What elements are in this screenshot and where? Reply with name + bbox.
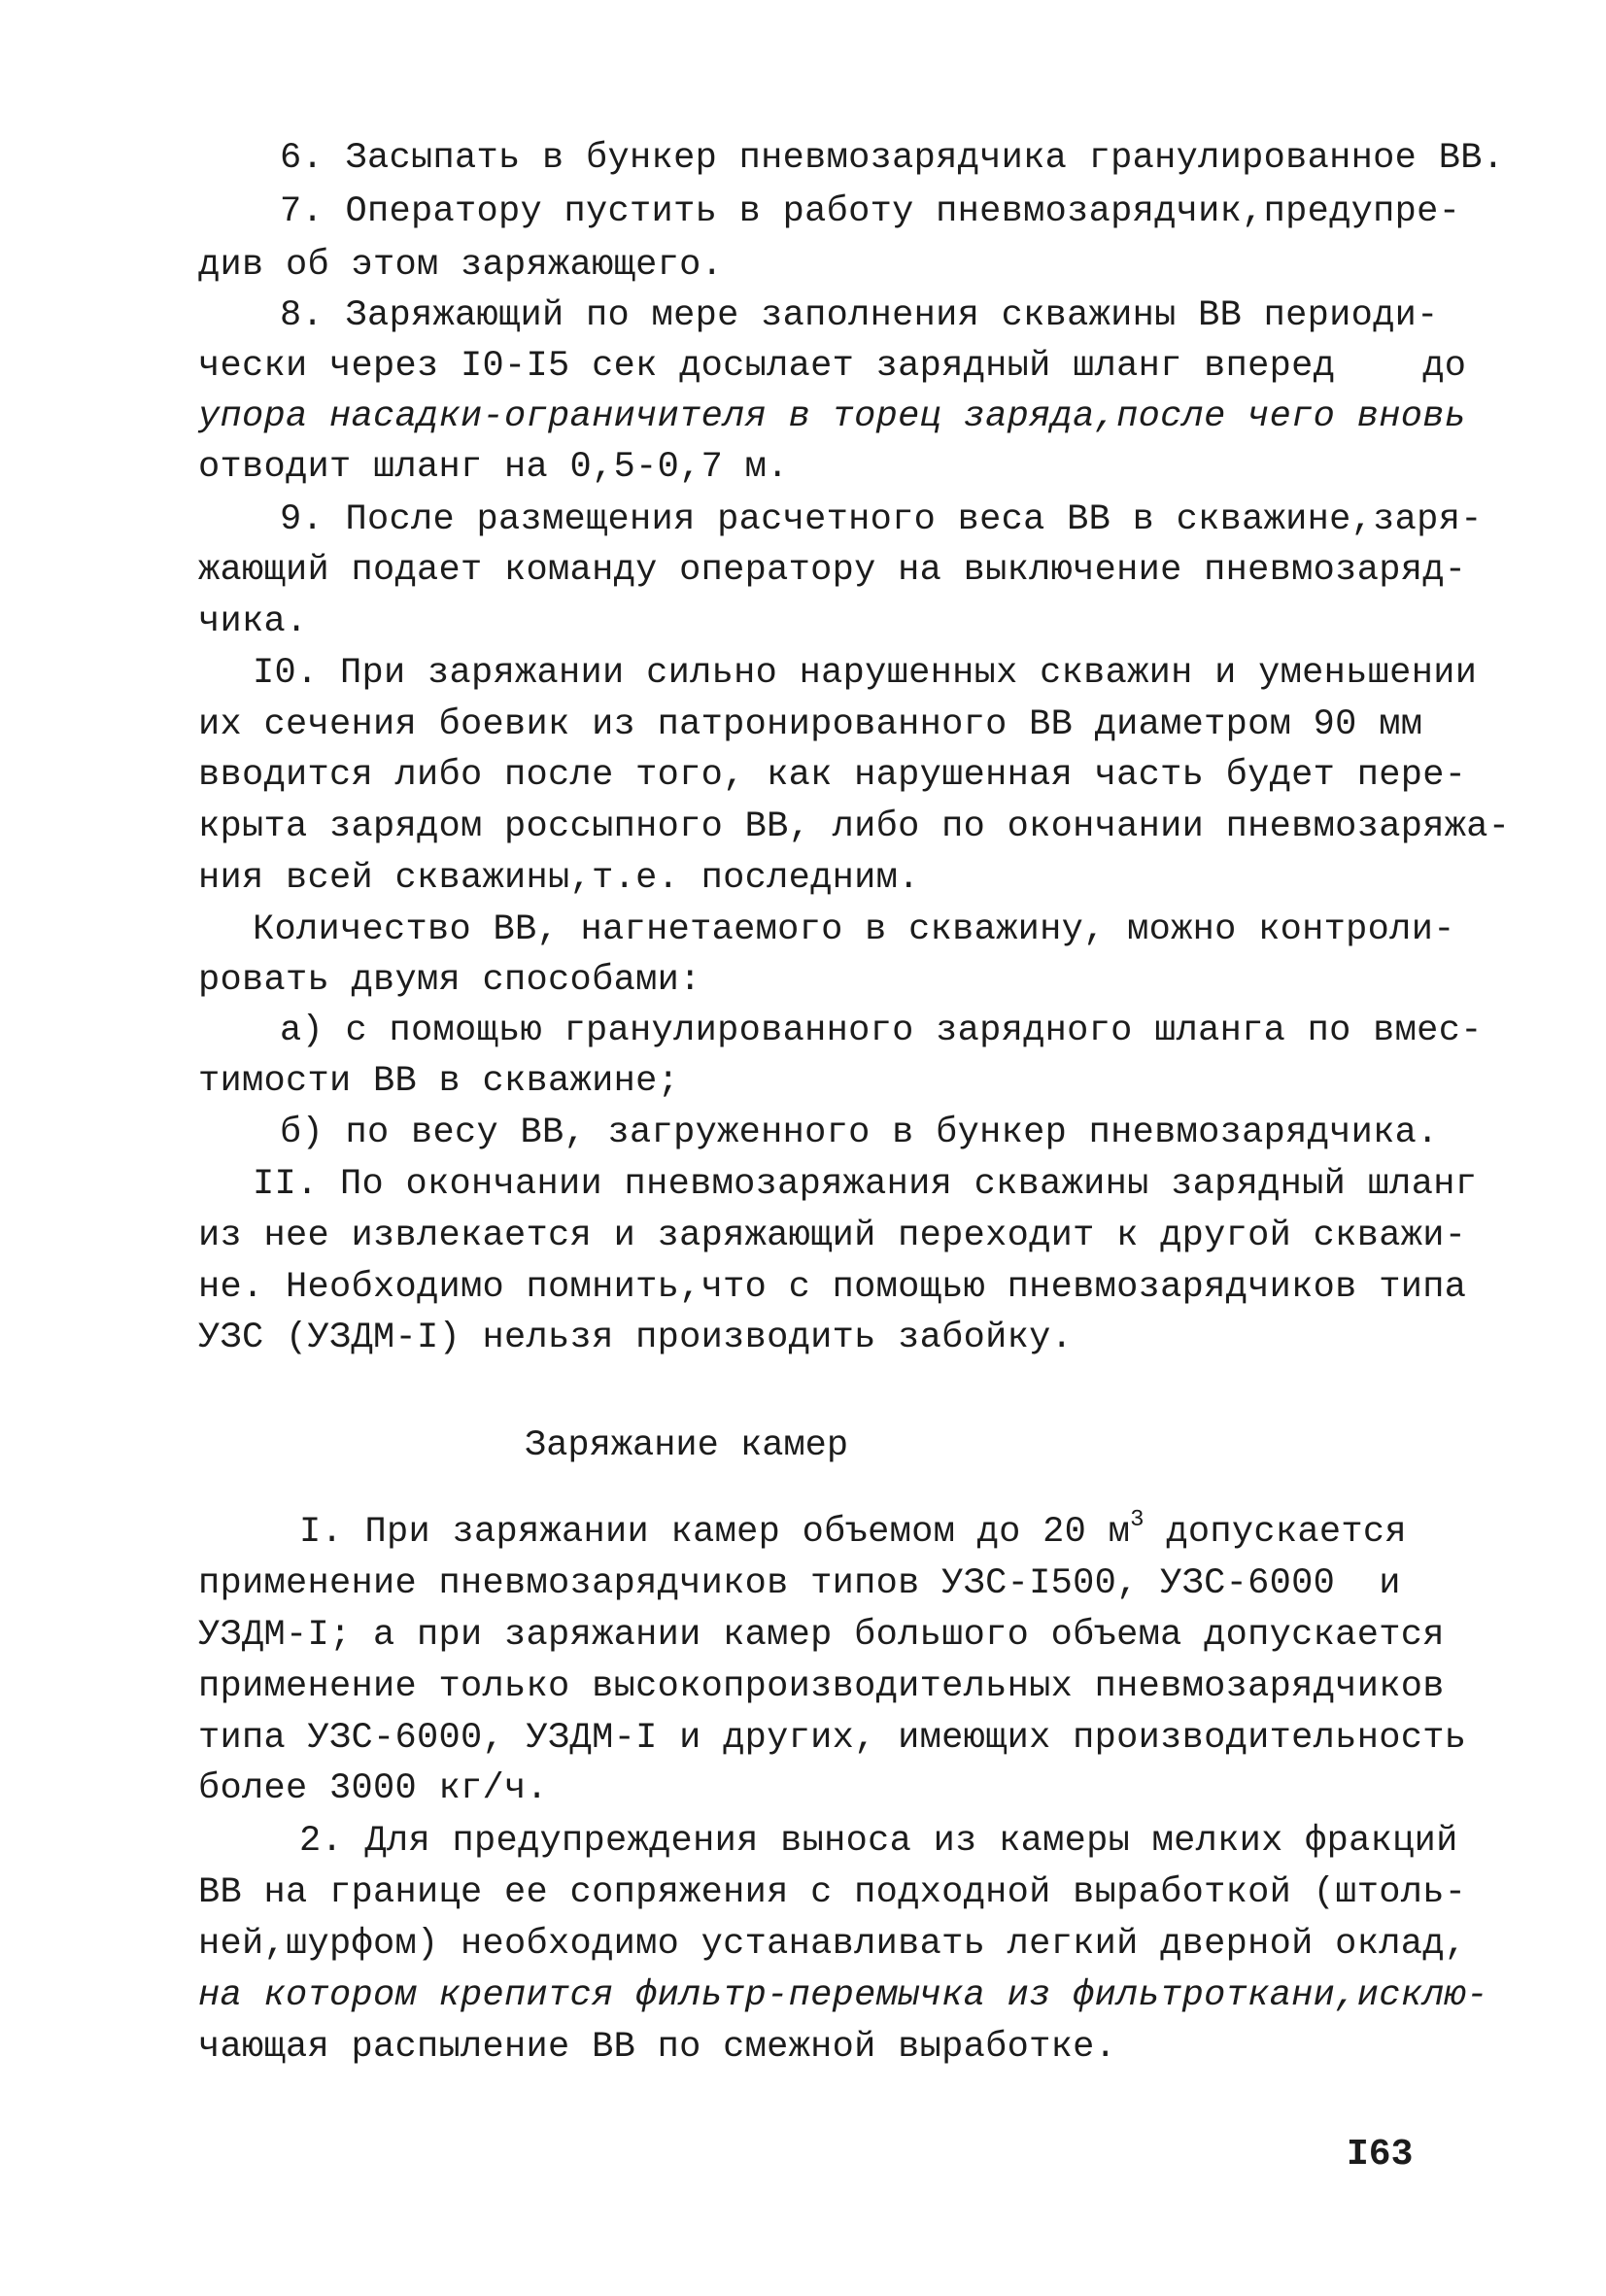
text-line: 8. Заряжающий по мере заполнения скважины ВВ периоди- bbox=[280, 295, 1439, 336]
text-line: ровать двумя способами: bbox=[198, 960, 701, 1001]
text-line: чески через I0-I5 сек досылает зарядный шланг вперед до bbox=[198, 346, 1467, 387]
text-line: 9. После размещения расчетного веса ВВ в скважине,заря- bbox=[280, 499, 1483, 540]
text-line: типа УЗС-6000, УЗДМ-I и других, имеющих производительность bbox=[198, 1718, 1467, 1759]
text-line: из нее извлекается и заряжающий переходит к другой скважи- bbox=[198, 1216, 1467, 1256]
text-line: применение только высокопроизводительных пневмозарядчиков bbox=[198, 1666, 1445, 1707]
text-line: а) с помощью гранулированного зарядного шланга по вмес- bbox=[280, 1011, 1483, 1051]
section-title: Заряжание камер bbox=[525, 1425, 849, 1466]
text-line: их сечения боевик из патронированного ВВ диаметром 90 мм bbox=[198, 704, 1423, 745]
text-line: чающая распыление ВВ по смежной выработке. bbox=[198, 2027, 1117, 2068]
text-line: 7. Оператору пустить в работу пневмозарядчик,предупре- bbox=[280, 191, 1461, 232]
text-line: II. По окончании пневмозаряжания скважины зарядный шланг bbox=[253, 1164, 1478, 1205]
text-line: 6. Засыпать в бункер пневмозарядчика гранулированное ВВ. bbox=[280, 138, 1505, 179]
text-line: крыта зарядом россыпного ВВ, либо по окончании пневмозаряжа- bbox=[198, 806, 1511, 847]
text-line: жающий подает команду оператору на выключение пневмозаряд- bbox=[198, 550, 1467, 591]
text-line: УЗС (УЗДМ-I) нельзя производить забойку. bbox=[198, 1318, 1074, 1358]
text-line: применение пневмозарядчиков типов УЗС-I500, УЗС-6000 и bbox=[198, 1563, 1401, 1604]
text-line: ния всей скважины,т.е. последним. bbox=[198, 858, 920, 899]
text-line: отводит шланг на 0,5-0,7 м. bbox=[198, 447, 789, 488]
text-line: упора насадки-ограничителя в торец заряда,после чего вновь bbox=[198, 396, 1467, 437]
text-line: на котором крепится фильтр-перемычка из фильтроткани,исклю- bbox=[198, 1975, 1488, 2016]
text-line: УЗДМ-I; а при заряжании камер большого объема допускается bbox=[198, 1615, 1445, 1656]
text-line bbox=[299, 1507, 1523, 1555]
text-line: чика. bbox=[198, 601, 308, 642]
text-line: див об этом заряжающего. bbox=[198, 245, 724, 286]
text-span: I. При заряжании камер объемом до 20 м bbox=[299, 1512, 1131, 1553]
text-line: более 3000 кг/ч. bbox=[198, 1768, 549, 1809]
text-line: Количество ВВ, нагнетаемого в скважину, можно контроли- bbox=[253, 909, 1455, 950]
text-line: вводится либо после того, как нарушенная часть будет пере- bbox=[198, 755, 1467, 796]
text-line: б) по весу ВВ, загруженного в бункер пневмозарядчика. bbox=[280, 1113, 1439, 1153]
text-span: допускается bbox=[1144, 1512, 1407, 1553]
text-line: тимости ВВ в скважине; bbox=[198, 1061, 680, 1102]
text-line: I0. При заряжании сильно нарушенных скважин и уменьшении bbox=[253, 653, 1478, 694]
text-line: ней,шурфом) необходимо устанавливать легкий дверной оклад, bbox=[198, 1924, 1467, 1965]
text-line: 2. Для предупреждения выноса из камеры мелких фракций bbox=[299, 1821, 1458, 1862]
superscript: 3 bbox=[1130, 1507, 1145, 1533]
text-line: ВВ на границе ее сопряжения с подходной выработкой (штоль- bbox=[198, 1872, 1467, 1913]
page-number: I63 bbox=[1347, 2134, 1414, 2176]
text-line: не. Необходимо помнить,что с помощью пневмозарядчиков типа bbox=[198, 1267, 1467, 1308]
